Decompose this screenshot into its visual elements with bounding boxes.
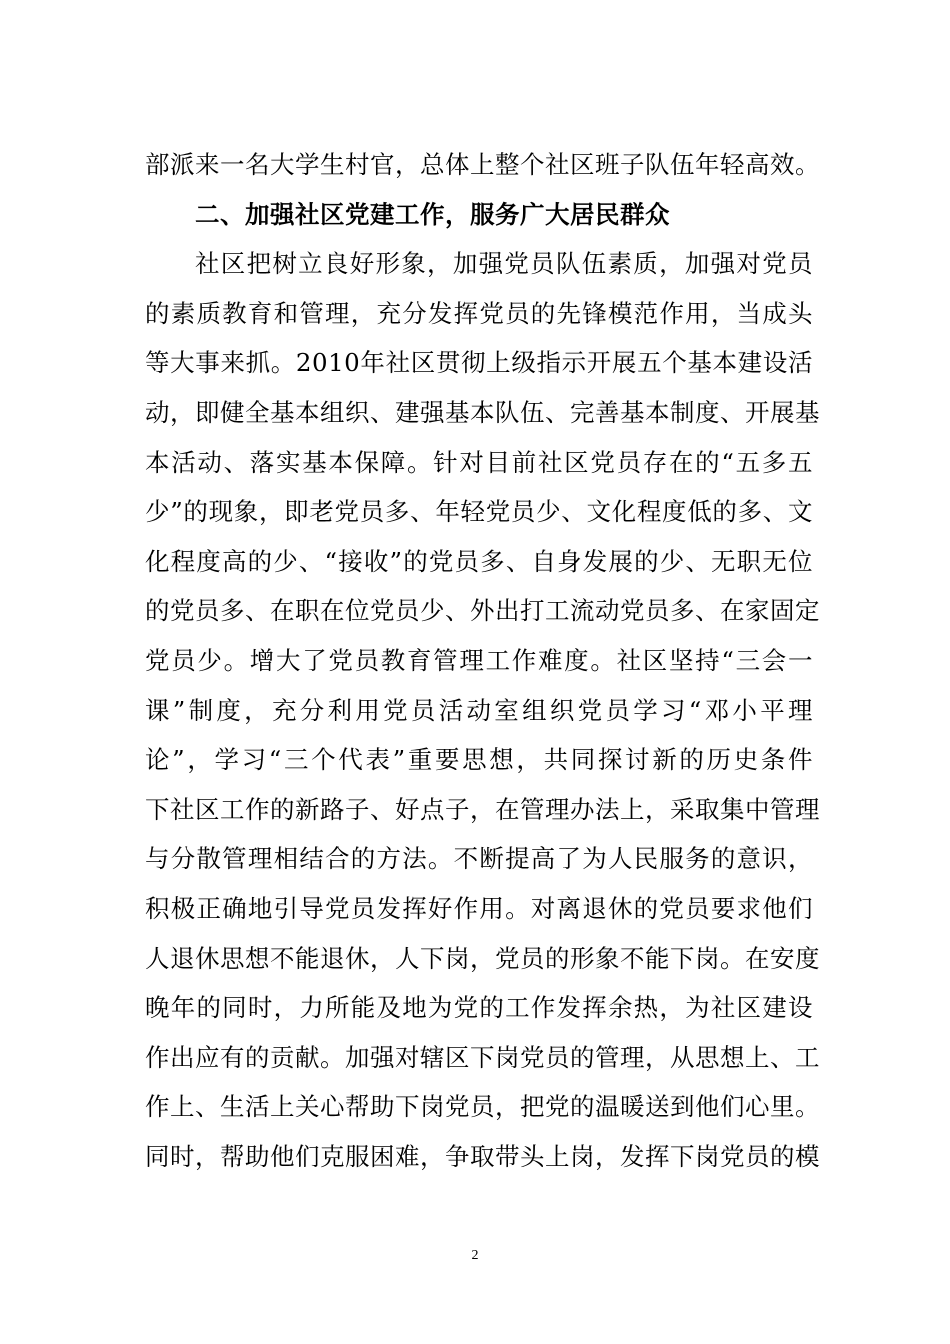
text-line: 少”的现象，即老党员多、年轻党员少、文化程度低的多、文 bbox=[145, 497, 813, 527]
text-line: 积极正确地引导党员发挥好作用。对离退休的党员要求他们 bbox=[145, 893, 813, 923]
text-line: 部派来一名大学生村官，总体上整个社区班子队伍年轻高效。 bbox=[145, 150, 820, 179]
section-heading: 二、加强社区党建工作，服务广大居民群众 bbox=[195, 199, 670, 229]
text-line: 作上、生活上关心帮助下岗党员，把党的温暖送到他们心里。 bbox=[145, 1092, 820, 1122]
text-line: 社区把树立良好形象，加强党员队伍素质，加强对党员 bbox=[195, 249, 813, 279]
text-line: 的素质教育和管理，充分发挥党员的先锋模范作用，当成头 bbox=[145, 298, 813, 328]
text-line: 与分散管理相结合的方法。不断提高了为人民服务的意识， bbox=[145, 844, 813, 874]
text-line: 等大事来抓。2010年社区贯彻上级指示开展五个基本建设活 bbox=[145, 348, 813, 378]
text-line: 晚年的同时，力所能及地为党的工作发挥余热，为社区建设 bbox=[145, 993, 813, 1023]
text-line: 的党员多、在职在位党员少、外出打工流动党员多、在家固定 bbox=[145, 596, 820, 626]
text-line: 课”制度，充分利用党员活动室组织党员学习“邓小平理 bbox=[145, 695, 813, 725]
text-line: 党员少。增大了党员教育管理工作难度。社区坚持“三会一 bbox=[145, 645, 813, 675]
text-line: 下社区工作的新路子、好点子，在管理办法上，采取集中管理 bbox=[145, 794, 820, 824]
page-number: 2 bbox=[471, 1248, 479, 1263]
text-line: 化程度高的少、“接收”的党员多、自身发展的少、无职无位 bbox=[145, 546, 813, 576]
text-line: 动，即健全基本组织、建强基本队伍、完善基本制度、开展基 bbox=[145, 397, 820, 427]
document-body bbox=[145, 140, 820, 1181]
text-line: 作出应有的贡献。加强对辖区下岗党员的管理，从思想上、工 bbox=[145, 1042, 820, 1072]
text-line: 人退休思想不能退休，人下岗，党员的形象不能下岗。在安度 bbox=[145, 943, 820, 973]
text-line: 论”，学习“三个代表”重要思想，共同探讨新的历史条件 bbox=[145, 745, 813, 775]
text-line: 本活动、落实基本保障。针对目前社区党员存在的“五多五 bbox=[145, 447, 813, 477]
text-line: 同时，帮助他们克服困难，争取带头上岗，发挥下岗党员的模 bbox=[145, 1141, 820, 1171]
